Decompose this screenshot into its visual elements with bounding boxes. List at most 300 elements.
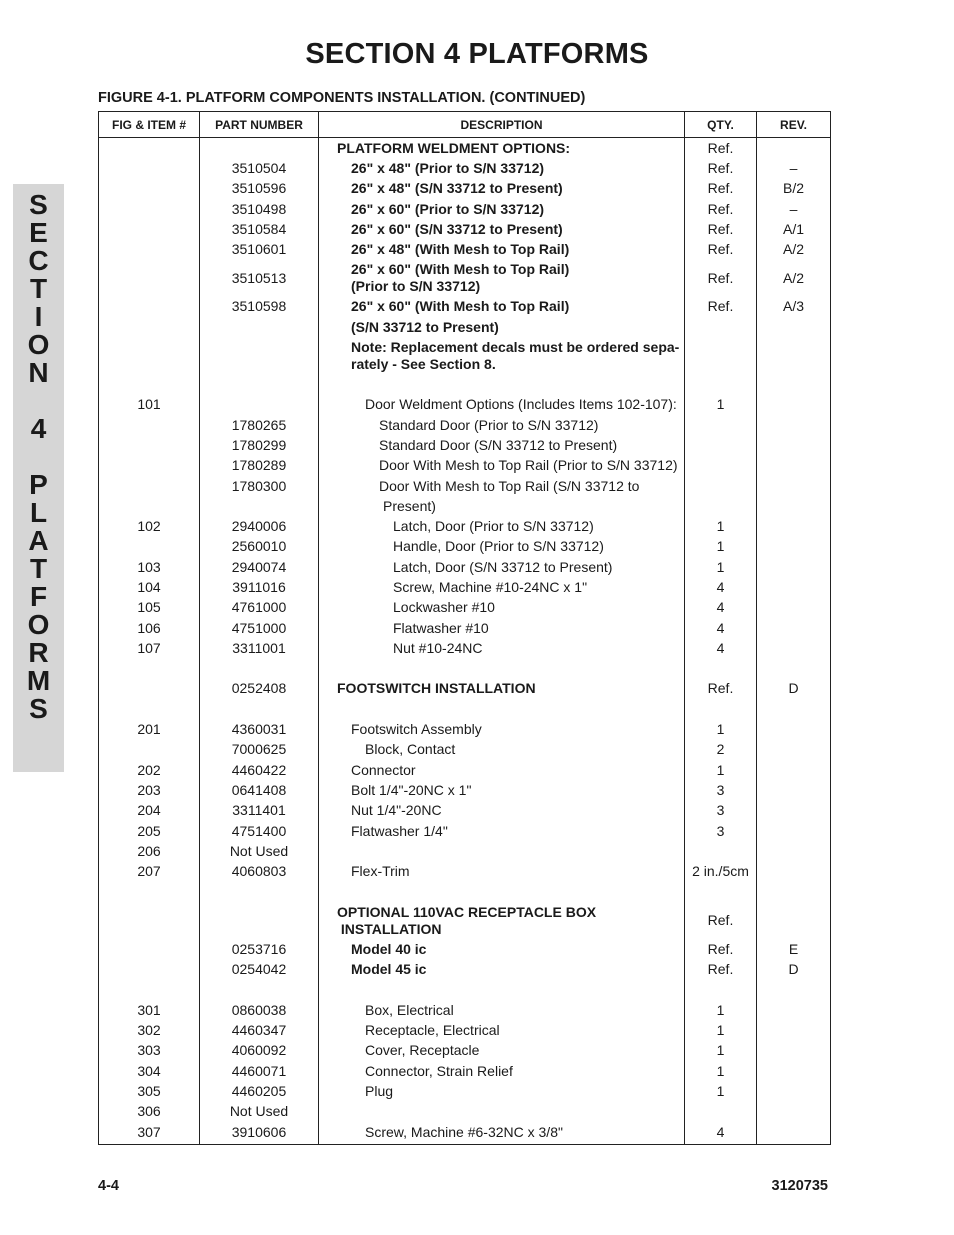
fig-item-cell: [99, 537, 200, 557]
side-tab-letter: S: [29, 189, 48, 220]
description-line: Receptacle, Electrical: [365, 1021, 500, 1038]
description-cell: [319, 516, 685, 536]
qty-cell: 4: [685, 1122, 757, 1145]
side-tab-letter: I: [34, 301, 43, 332]
part-number-cell: 1780289: [200, 456, 319, 476]
fig-item-cell: 107: [99, 638, 200, 658]
rev-cell: [757, 902, 831, 939]
fig-item-cell: 304: [99, 1061, 200, 1081]
part-number-cell: [200, 337, 319, 374]
description-cell: [319, 476, 685, 496]
qty-cell: Ref.: [685, 902, 757, 939]
empty-cell: [200, 659, 319, 679]
side-tab-letter: T: [29, 273, 48, 304]
qty-cell: Ref.: [685, 959, 757, 979]
empty-cell: [200, 980, 319, 1000]
rev-cell: [757, 337, 831, 374]
table-row: [99, 179, 831, 199]
section-side-tab: [13, 184, 64, 772]
part-number-cell: 4751400: [200, 821, 319, 841]
part-number-cell: [200, 317, 319, 337]
section-title: SECTION 4 PLATFORMS: [305, 38, 649, 70]
description-line: Box, Electrical: [365, 1001, 454, 1018]
description-line: Cover, Receptacle: [365, 1042, 480, 1059]
qty-cell: 1: [685, 1020, 757, 1040]
part-number-cell: 3510598: [200, 297, 319, 317]
side-tab-letter: F: [29, 581, 48, 612]
empty-cell: [319, 374, 685, 394]
description-line-2: (Prior to S/N 33712): [351, 278, 481, 295]
qty-cell: 1: [685, 1081, 757, 1101]
qty-cell: Ref.: [685, 199, 757, 219]
rev-cell: [757, 618, 831, 638]
part-number-cell: 3510513: [200, 260, 319, 297]
rev-cell: E: [757, 939, 831, 959]
fig-item-cell: 101: [99, 395, 200, 415]
description-line: FOOTSWITCH INSTALLATION: [337, 680, 536, 697]
part-number-cell: 3910606: [200, 1122, 319, 1145]
side-tab-letter: P: [29, 469, 48, 500]
part-number-cell: Not Used: [200, 1101, 319, 1121]
table-row: [99, 679, 831, 699]
rev-cell: [757, 1081, 831, 1101]
part-number-cell: 3311001: [200, 638, 319, 658]
part-number-cell: [200, 395, 319, 415]
qty-cell: [685, 1101, 757, 1121]
description-cell: [319, 415, 685, 435]
qty-cell: 4: [685, 618, 757, 638]
empty-cell: [685, 882, 757, 902]
part-number-cell: 0860038: [200, 1000, 319, 1020]
qty-cell: Ref.: [685, 138, 757, 159]
table-row: [99, 415, 831, 435]
empty-cell: [99, 374, 200, 394]
fig-item-cell: 306: [99, 1101, 200, 1121]
empty-cell: [757, 659, 831, 679]
rev-cell: [757, 435, 831, 455]
rev-cell: D: [757, 679, 831, 699]
part-number-cell: 3510601: [200, 239, 319, 259]
part-number-cell: 1780265: [200, 415, 319, 435]
description-cell: [319, 239, 685, 259]
table-row: [99, 317, 831, 337]
qty-cell: 3: [685, 780, 757, 800]
table-row: [99, 297, 831, 317]
table-row: [99, 618, 831, 638]
description-line: 26" x 48" (Prior to S/N 33712): [351, 159, 545, 176]
description-cell: [319, 297, 685, 317]
empty-cell: [685, 659, 757, 679]
rev-cell: –: [757, 199, 831, 219]
part-number-cell: 2940074: [200, 557, 319, 577]
description-cell: [319, 1041, 685, 1061]
rev-cell: [757, 1041, 831, 1061]
rev-cell: [757, 456, 831, 476]
rev-cell: [757, 638, 831, 658]
fig-item-cell: [99, 317, 200, 337]
table-row: [99, 1061, 831, 1081]
part-number-cell: [200, 902, 319, 939]
description-cell: [319, 740, 685, 760]
table-row: [99, 435, 831, 455]
empty-cell: [319, 659, 685, 679]
description-cell: [319, 801, 685, 821]
description-line: Nut #10-24NC: [393, 639, 483, 656]
rev-cell: [757, 780, 831, 800]
side-tab-letter: N: [28, 357, 49, 388]
qty-cell: 1: [685, 1000, 757, 1020]
description-line: 26" x 48" (S/N 33712 to Present): [351, 180, 563, 197]
part-number-cell: 1780300: [200, 476, 319, 496]
description-cell: [319, 337, 685, 374]
qty-cell: [685, 841, 757, 861]
description-cell: [319, 780, 685, 800]
description-line: OPTIONAL 110VAC RECEPTACLE BOX: [337, 903, 597, 920]
description-line: 26" x 60" (With Mesh to Top Rail): [351, 298, 570, 315]
description-cell: [319, 199, 685, 219]
description-cell: [319, 618, 685, 638]
header-rev: REV.: [757, 112, 831, 138]
empty-cell: [319, 882, 685, 902]
table-row: [99, 1101, 831, 1121]
side-tab-letter: T: [29, 553, 48, 584]
fig-item-cell: 305: [99, 1081, 200, 1101]
side-tab-letter: O: [27, 609, 50, 640]
part-number-cell: 1780299: [200, 435, 319, 455]
description-cell: [319, 179, 685, 199]
table-row: [99, 780, 831, 800]
description-cell: [319, 902, 685, 939]
empty-cell: [685, 699, 757, 719]
description-cell: [319, 862, 685, 882]
rev-cell: A/2: [757, 260, 831, 297]
table-row: [99, 939, 831, 959]
table-row: [99, 598, 831, 618]
rev-cell: [757, 719, 831, 739]
empty-cell: [200, 699, 319, 719]
part-number-cell: 0252408: [200, 679, 319, 699]
fig-item-cell: 303: [99, 1041, 200, 1061]
description-cell: [319, 598, 685, 618]
part-number-cell: 0253716: [200, 939, 319, 959]
table-row: [99, 395, 831, 415]
fig-item-cell: [99, 959, 200, 979]
rev-cell: [757, 801, 831, 821]
description-line: Latch, Door (Prior to S/N 33712): [393, 518, 594, 535]
qty-cell: 1: [685, 557, 757, 577]
fig-item-cell: [99, 496, 200, 516]
rev-cell: [757, 415, 831, 435]
table-row: [99, 496, 831, 516]
description-line: Lockwasher #10: [393, 599, 495, 616]
fig-item-cell: [99, 435, 200, 455]
table-row: [99, 902, 831, 939]
rev-cell: [757, 760, 831, 780]
page-number: 4-4: [98, 1178, 119, 1194]
description-cell: [319, 537, 685, 557]
description-line: Standard Door (S/N 33712 to Present): [379, 436, 618, 453]
rev-cell: [757, 496, 831, 516]
description-cell: [319, 577, 685, 597]
part-number-cell: 3510596: [200, 179, 319, 199]
empty-cell: [757, 980, 831, 1000]
qty-cell: Ref.: [685, 939, 757, 959]
table-row: [99, 456, 831, 476]
qty-cell: 1: [685, 719, 757, 739]
empty-cell: [757, 882, 831, 902]
description-line: Screw, Machine #6-32NC x 3/8": [365, 1124, 563, 1141]
table-row: [99, 1020, 831, 1040]
part-number-cell: 4460071: [200, 1061, 319, 1081]
fig-item-cell: 102: [99, 516, 200, 536]
qty-cell: 1: [685, 1041, 757, 1061]
qty-cell: Ref.: [685, 158, 757, 178]
rev-cell: [757, 1122, 831, 1145]
table-row: [99, 1122, 831, 1145]
empty-cell: [319, 699, 685, 719]
fig-item-cell: [99, 456, 200, 476]
description-line: Door With Mesh to Top Rail (S/N 33712 to: [379, 477, 640, 494]
table-row: [99, 841, 831, 861]
part-number-cell: 2560010: [200, 537, 319, 557]
empty-cell: [99, 980, 200, 1000]
rev-cell: [757, 1061, 831, 1081]
rev-cell: A/3: [757, 297, 831, 317]
description-cell: [319, 821, 685, 841]
fig-item-cell: 106: [99, 618, 200, 638]
side-tab-letter: O: [27, 329, 50, 360]
part-number-cell: [200, 138, 319, 159]
table-row: [99, 557, 831, 577]
table-row: [99, 659, 831, 679]
empty-cell: [319, 980, 685, 1000]
description-cell: [319, 260, 685, 297]
rev-cell: [757, 557, 831, 577]
part-number-cell: 3911016: [200, 577, 319, 597]
rev-cell: [757, 516, 831, 536]
description-line: PLATFORM WELDMENT OPTIONS:: [337, 139, 571, 156]
part-number-cell: [200, 496, 319, 516]
table-row: [99, 158, 831, 178]
fig-item-cell: [99, 158, 200, 178]
description-line: Flex-Trim: [351, 863, 410, 880]
qty-cell: [685, 456, 757, 476]
description-line: Model 45 ic: [351, 961, 427, 978]
qty-cell: [685, 476, 757, 496]
fig-item-cell: [99, 297, 200, 317]
description-line: 26" x 60" (With Mesh to Top Rail): [351, 261, 570, 278]
description-line: Door With Mesh to Top Rail (Prior to S/N 33712): [379, 457, 678, 474]
description-line-2: rately - See Section 8.: [351, 355, 496, 372]
rev-cell: [757, 138, 831, 159]
rev-cell: [757, 317, 831, 337]
fig-item-cell: 202: [99, 760, 200, 780]
description-line: Standard Door (Prior to S/N 33712): [379, 416, 599, 433]
fig-item-cell: 201: [99, 719, 200, 739]
fig-item-cell: [99, 239, 200, 259]
table-row: [99, 801, 831, 821]
side-tab-letter: 4: [30, 413, 47, 444]
fig-item-cell: [99, 337, 200, 374]
description-line: Screw, Machine #10-24NC x 1": [393, 578, 588, 595]
fig-item-cell: [99, 902, 200, 939]
qty-cell: 3: [685, 821, 757, 841]
table-row: [99, 1041, 831, 1061]
fig-item-cell: 105: [99, 598, 200, 618]
empty-cell: [99, 659, 200, 679]
description-cell: [319, 1081, 685, 1101]
header-fig-item: FIG & ITEM #: [99, 112, 200, 138]
description-cell: [319, 959, 685, 979]
table-row: [99, 337, 831, 374]
empty-cell: [99, 699, 200, 719]
table-row: [99, 199, 831, 219]
description-cell: [319, 1000, 685, 1020]
fig-item-cell: 207: [99, 862, 200, 882]
table-row: [99, 638, 831, 658]
fig-item-cell: 104: [99, 577, 200, 597]
description-line: Flatwasher #10: [393, 619, 489, 636]
table-row: [99, 959, 831, 979]
header-description: DESCRIPTION: [319, 112, 685, 138]
qty-cell: Ref.: [685, 679, 757, 699]
part-number-cell: 4761000: [200, 598, 319, 618]
qty-cell: 1: [685, 395, 757, 415]
description-line: (S/N 33712 to Present): [351, 318, 499, 335]
table-row: [99, 882, 831, 902]
fig-item-cell: 307: [99, 1122, 200, 1145]
fig-item-cell: 103: [99, 557, 200, 577]
rev-cell: A/2: [757, 239, 831, 259]
part-number-cell: 0641408: [200, 780, 319, 800]
empty-cell: [200, 882, 319, 902]
fig-item-cell: 301: [99, 1000, 200, 1020]
description-line: 26" x 60" (Prior to S/N 33712): [351, 200, 545, 217]
table-row: [99, 537, 831, 557]
document-number: 3120735: [771, 1178, 828, 1194]
description-line: Note: Replacement decals must be ordered sepa-: [351, 338, 680, 355]
fig-item-cell: [99, 415, 200, 435]
side-tab-letter: C: [28, 245, 49, 276]
part-number-cell: 3510504: [200, 158, 319, 178]
table-row: [99, 980, 831, 1000]
side-tab-letter: L: [29, 497, 48, 528]
qty-cell: 1: [685, 537, 757, 557]
table-row: [99, 476, 831, 496]
rev-cell: [757, 1101, 831, 1121]
empty-cell: [99, 882, 200, 902]
qty-cell: [685, 337, 757, 374]
fig-item-cell: [99, 476, 200, 496]
description-cell: [319, 219, 685, 239]
qty-cell: Ref.: [685, 239, 757, 259]
qty-cell: 1: [685, 516, 757, 536]
part-number-cell: 7000625: [200, 740, 319, 760]
table-row: [99, 374, 831, 394]
fig-item-cell: [99, 199, 200, 219]
qty-cell: 4: [685, 577, 757, 597]
rev-cell: [757, 821, 831, 841]
description-cell: [319, 456, 685, 476]
part-number-cell: 0254042: [200, 959, 319, 979]
description-line: Model 40 ic: [351, 940, 427, 957]
description-line: Nut 1/4"-20NC: [351, 802, 442, 819]
description-line: Footswitch Assembly: [351, 721, 482, 738]
rev-cell: D: [757, 959, 831, 979]
side-tab-letter: M: [26, 665, 51, 696]
part-number-cell: 3510584: [200, 219, 319, 239]
description-line-2: INSTALLATION: [337, 920, 442, 937]
table-row: [99, 1081, 831, 1101]
fig-item-cell: [99, 179, 200, 199]
description-cell: [319, 138, 685, 159]
rev-cell: [757, 1020, 831, 1040]
qty-cell: [685, 415, 757, 435]
table-row: [99, 219, 831, 239]
qty-cell: 2: [685, 740, 757, 760]
description-cell: [319, 1101, 685, 1121]
empty-cell: [685, 374, 757, 394]
parts-table: [98, 111, 831, 1145]
rev-cell: [757, 476, 831, 496]
table-row: [99, 577, 831, 597]
part-number-cell: 4751000: [200, 618, 319, 638]
qty-cell: [685, 317, 757, 337]
table-row: [99, 760, 831, 780]
qty-cell: [685, 496, 757, 516]
empty-cell: [757, 374, 831, 394]
table-row: [99, 699, 831, 719]
table-row: [99, 138, 831, 159]
header-qty: QTY.: [685, 112, 757, 138]
description-cell: [319, 317, 685, 337]
part-number-cell: 4460422: [200, 760, 319, 780]
description-line: Flatwasher 1/4": [351, 822, 448, 839]
description-line: Latch, Door (S/N 33712 to Present): [393, 558, 613, 575]
rev-cell: [757, 537, 831, 557]
description-cell: [319, 841, 685, 861]
description-line: Block, Contact: [365, 741, 456, 758]
side-tab-letter: E: [29, 217, 48, 248]
rev-cell: B/2: [757, 179, 831, 199]
description-cell: [319, 679, 685, 699]
rev-cell: [757, 577, 831, 597]
table-row: [99, 260, 831, 297]
description-line: Connector: [351, 761, 416, 778]
table-row: [99, 719, 831, 739]
empty-cell: [757, 699, 831, 719]
fig-item-cell: [99, 679, 200, 699]
table-header-row: [99, 112, 831, 138]
description-cell: [319, 557, 685, 577]
description-line: Door Weldment Options (Includes Items 102-107):: [365, 396, 677, 413]
part-number-cell: Not Used: [200, 841, 319, 861]
description-line: 26" x 60" (S/N 33712 to Present): [351, 220, 563, 237]
description-cell: [319, 939, 685, 959]
fig-item-cell: 203: [99, 780, 200, 800]
rev-cell: [757, 740, 831, 760]
description-cell: [319, 1061, 685, 1081]
description-cell: [319, 158, 685, 178]
fig-item-cell: 205: [99, 821, 200, 841]
qty-cell: 3: [685, 801, 757, 821]
header-part-number: PART NUMBER: [200, 112, 319, 138]
description-line: Bolt 1/4"-20NC x 1": [351, 781, 472, 798]
description-line: Present): [383, 497, 436, 514]
part-number-cell: 2940006: [200, 516, 319, 536]
rev-cell: A/1: [757, 219, 831, 239]
qty-cell: 4: [685, 638, 757, 658]
